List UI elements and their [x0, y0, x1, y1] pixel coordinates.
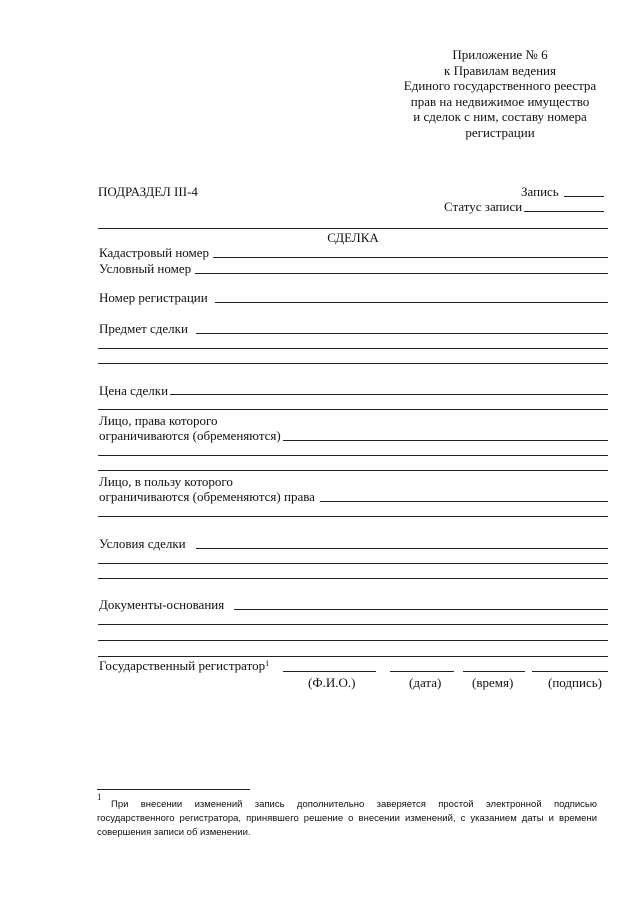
- footnote-text: При внесении изменений запись дополнительно заверяется простой электронной подписью государственного регистратора, принявшего решение о внесении изменений, с указанием даты и времени совершения записи об изменении.: [97, 799, 597, 838]
- restricted-person-label-2: ограничиваются (обременяются): [99, 428, 281, 443]
- appendix-line: прав на недвижимое имущество: [410, 93, 590, 109]
- appendix-line: регистрации: [465, 124, 535, 140]
- restricted-person-line[interactable]: [98, 455, 608, 456]
- deal-terms-field[interactable]: [196, 548, 608, 549]
- deal-terms-line[interactable]: [98, 563, 608, 564]
- subsection-title: ПОДРАЗДЕЛ III-4: [98, 184, 198, 199]
- registrar-label: Государственный регистратор$^1$: [99, 658, 270, 673]
- caption-name: (Ф.И.О.): [308, 675, 356, 690]
- registrar-date-field[interactable]: [390, 671, 454, 672]
- basis-documents-line[interactable]: [98, 640, 608, 641]
- record-label: Запись: [521, 184, 559, 199]
- registrar-name-field[interactable]: [283, 671, 376, 672]
- divider: [98, 228, 608, 229]
- basis-documents-line[interactable]: [98, 624, 608, 625]
- caption-date: (дата): [409, 675, 442, 690]
- status-blank[interactable]: [524, 211, 604, 212]
- restricted-person-label-1: Лицо, права которого: [99, 413, 218, 428]
- restricted-person-field[interactable]: [283, 440, 608, 441]
- record-blank[interactable]: [564, 196, 604, 197]
- footnote-mark: 1: [265, 659, 270, 668]
- deal-subject-line[interactable]: [98, 348, 608, 349]
- conditional-number-label: Условный номер: [99, 261, 192, 276]
- footnote-separator: [97, 789, 250, 790]
- basis-documents-field[interactable]: [234, 609, 608, 610]
- deal-price-label: Цена сделки: [99, 383, 169, 398]
- beneficiary-field[interactable]: [320, 501, 608, 502]
- restricted-person-line[interactable]: [98, 470, 608, 471]
- registrar-time-field[interactable]: [463, 671, 525, 672]
- conditional-number-field[interactable]: [195, 273, 608, 274]
- appendix-block: [380, 47, 620, 140]
- beneficiary-label-1: Лицо, в пользу которого: [99, 474, 233, 489]
- deal-price-line[interactable]: [98, 409, 608, 410]
- cadastral-number-field[interactable]: [213, 257, 608, 258]
- form-title: СДЕЛКА: [327, 230, 379, 245]
- deal-subject-label: Предмет сделки: [99, 321, 188, 336]
- deal-price-field[interactable]: [170, 394, 608, 395]
- caption-signature: (подпись): [548, 675, 602, 690]
- beneficiary-label-2: ограничиваются (обременяются) права: [99, 489, 315, 504]
- appendix-line: и сделок с ним, составу номера: [413, 109, 587, 124]
- appendix-line: Единого государственного реестра: [403, 78, 597, 93]
- appendix-line: к Правилам ведения: [444, 62, 556, 78]
- registration-number-field[interactable]: [215, 302, 608, 303]
- basis-documents-label: Документы-основания: [99, 597, 225, 612]
- cadastral-number-label: Кадастровый номер: [99, 245, 210, 260]
- deal-subject-line[interactable]: [98, 363, 608, 364]
- basis-documents-line[interactable]: [98, 656, 608, 657]
- registrar-signature-field[interactable]: [532, 671, 608, 672]
- status-label: Статус записи: [444, 199, 523, 214]
- appendix-line: Приложение № 6: [452, 47, 548, 62]
- registration-number-label: Номер регистрации: [99, 290, 208, 305]
- caption-time: (время): [472, 675, 514, 690]
- beneficiary-line[interactable]: [98, 516, 608, 517]
- deal-subject-field[interactable]: [196, 333, 608, 334]
- footnote-number: 1: [97, 792, 102, 802]
- deal-terms-line[interactable]: [98, 578, 608, 579]
- deal-terms-label: Условия сделки: [99, 536, 186, 551]
